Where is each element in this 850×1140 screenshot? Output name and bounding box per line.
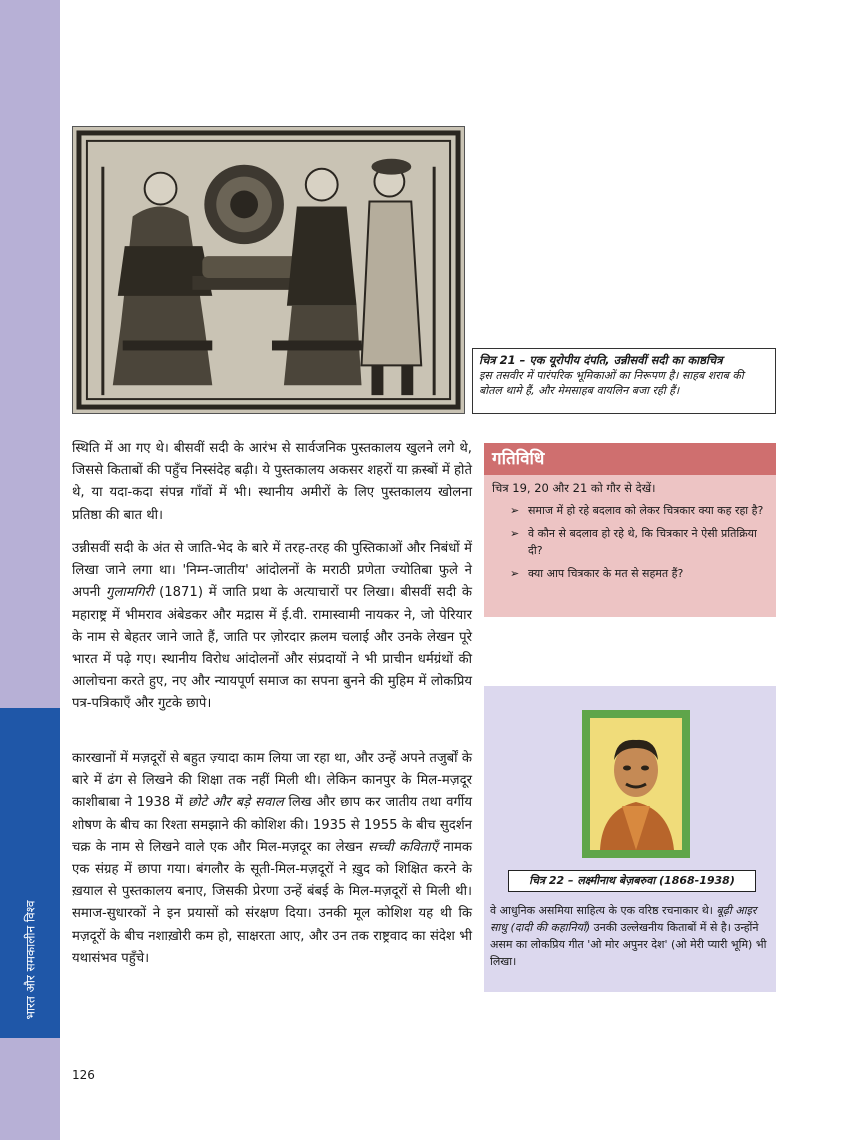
page-number: 126: [72, 1068, 95, 1082]
figure-21-title: चित्र 21 – एक यूरोपीय दंपति, उन्नीसवीं सदी का काष्ठचित्र: [479, 353, 723, 367]
portrait-bezbaruah: [582, 710, 690, 858]
bezbaruah-description: वे आधुनिक असमिया साहित्य के एक वरिष्ठ रचनाकार थे। बूढ़ी आइर साधु (दादी की कहानियाँ) उनकी उल्लेखनीय किताबों में से है। उन्होंने असम का लोकप्रिय गीत 'ओ मोर अपुनर देश' (ओ मेरी प्यारी भूमि) भी लिखा।: [490, 904, 767, 968]
activity-intro: चित्र 19, 20 और 21 को गौर से देखें।: [492, 481, 656, 495]
body-paragraph-3: कारखानों में मज़दूरों से बहुत ज़्यादा काम लिया जा रहा था, और उन्हें अपने तजुर्बों के बारे में ढंग से लिखने की शिक्षा तक नहीं मिली थी। लेकिन कानपुर के मिल-मज़दूर काशीबाबा ने 1938 में छोटे और बड़े सवाल लिख और छाप कर जातीय तथा वर्गीय शोषण के बीच का रिश्ता समझाने की कोशिश की। 1935 से 1955 के बीच सुदर्शन चक्र के नाम से लिखने वाले एक और मिल-मज़दूर का लेखन सच्ची कविताएँ नामक एक संग्रह में छापा गया। बंगलौर के सूती-मिल-मज़दूरों ने ख़ुद को शिक्षित करने के ख़याल से पुस्तकालय बनाए, जिसकी प्रेरणा उन्हें बंबई के मिल-मज़दूरों से मिली थी। समाज-सुधारकों ने इन प्रयासों को संरक्षण दिया। उनकी मूल कोशिश यह थी कि मज़दूरों के बीच नशाख़ोरी कम हो, साक्षरता आए, और उन तक राष्ट्रवाद का संदेश भी यथासंभव पहुँचे।: [72, 751, 472, 966]
activity-question: ➢ समाज में हो रहे बदलाव को लेकर चित्रकार क्या कह रहा है?: [510, 504, 764, 517]
book-title-chhote-bade-sawal: छोटे और बड़े सवाल: [187, 795, 284, 811]
activity-question: ➢ क्या आप चित्रकार के मत से सहमत हैं?: [510, 567, 684, 580]
figure-22-caption: चित्र 22 – लक्ष्मीनाथ बेज़बरुवा (1868-1938): [508, 870, 756, 892]
arrow-bullet-icon: ➢: [510, 527, 520, 540]
woodcut-image-european-couple: [72, 126, 465, 414]
body-paragraph-2: उन्नीसवीं सदी के अंत से जाति-भेद के बारे में तरह-तरह की पुस्तिकाओं और निबंधों में लिखा जाने लगा था। 'निम्न-जातीय' आंदोलनों के मराठी प्रणेता ज्योतिबा फुले ने अपनी गुलामगिरी (1871) में जाति प्रथा के अत्याचारों पर लिखा। बीसवीं सदी के महाराष्ट्र में भीमराव अंबेडकर और मद्रास में ई.वी. रामास्वामी नायकर ने, जो पेरियार के नाम से बेहतर जाने जाते हैं, जाति पर ज़ोरदार क़लम चलाई और उनके लेखन पूरे भारत में पढ़े गए। स्थानीय विरोध आंदोलनों और संप्रदायों ने भी प्राचीन धर्मग्रंथों की आलोचना करते हुए, नए और न्यायपूर्ण समाज का सपना बुनने की मुहिम में लोकप्रिय पत्र-पत्रिकाएँ और गुटके छापे।: [72, 541, 472, 712]
activity-heading: गतिविधि: [484, 443, 776, 475]
bezbaruah-box: [484, 686, 776, 992]
arrow-bullet-icon: ➢: [510, 567, 520, 580]
arrow-bullet-icon: ➢: [510, 504, 520, 517]
book-title-sachchi-kavitayen: सच्ची कविताएँ: [367, 839, 438, 855]
figure-21-caption: [472, 348, 776, 414]
figure-21-description: इस तसवीर में पारंपरिक भूमिकाओं का निरूपण है। साहब शराब की बोतल थामे हैं, और मेमसाहब वायलिन बजा रही हैं।: [479, 369, 744, 397]
activity-box: [484, 443, 776, 617]
activity-questions: [484, 502, 776, 582]
book-title-budhi-aai-sadhu: बूढ़ी आइर साधु (दादी की कहानियाँ): [490, 904, 757, 934]
activity-question: ➢ वे कौन से बदलाव हो रहे थे, कि चित्रकार ने ऐसी प्रतिक्रिया दी?: [510, 527, 757, 557]
body-paragraph-1: स्थिति में आ गए थे। बीसवीं सदी के आरंभ से सार्वजनिक पुस्तकालय खुलने लगे थे, जिससे किताबों की पहुँच निस्संदेह बढ़ी। ये पुस्तकालय अकसर शहरों या क़स्बों में होते थे, या यदा-कदा संपन्न गाँवों में भी। स्थानीय अमीरों के लिए पुस्तकालय खोलना प्रतिष्ठा की बात थी।: [72, 441, 472, 523]
book-title-gulamgiri: गुलामगिरी: [106, 585, 154, 601]
book-title-vertical: भारत और समकालीन विश्व: [23, 900, 38, 1020]
